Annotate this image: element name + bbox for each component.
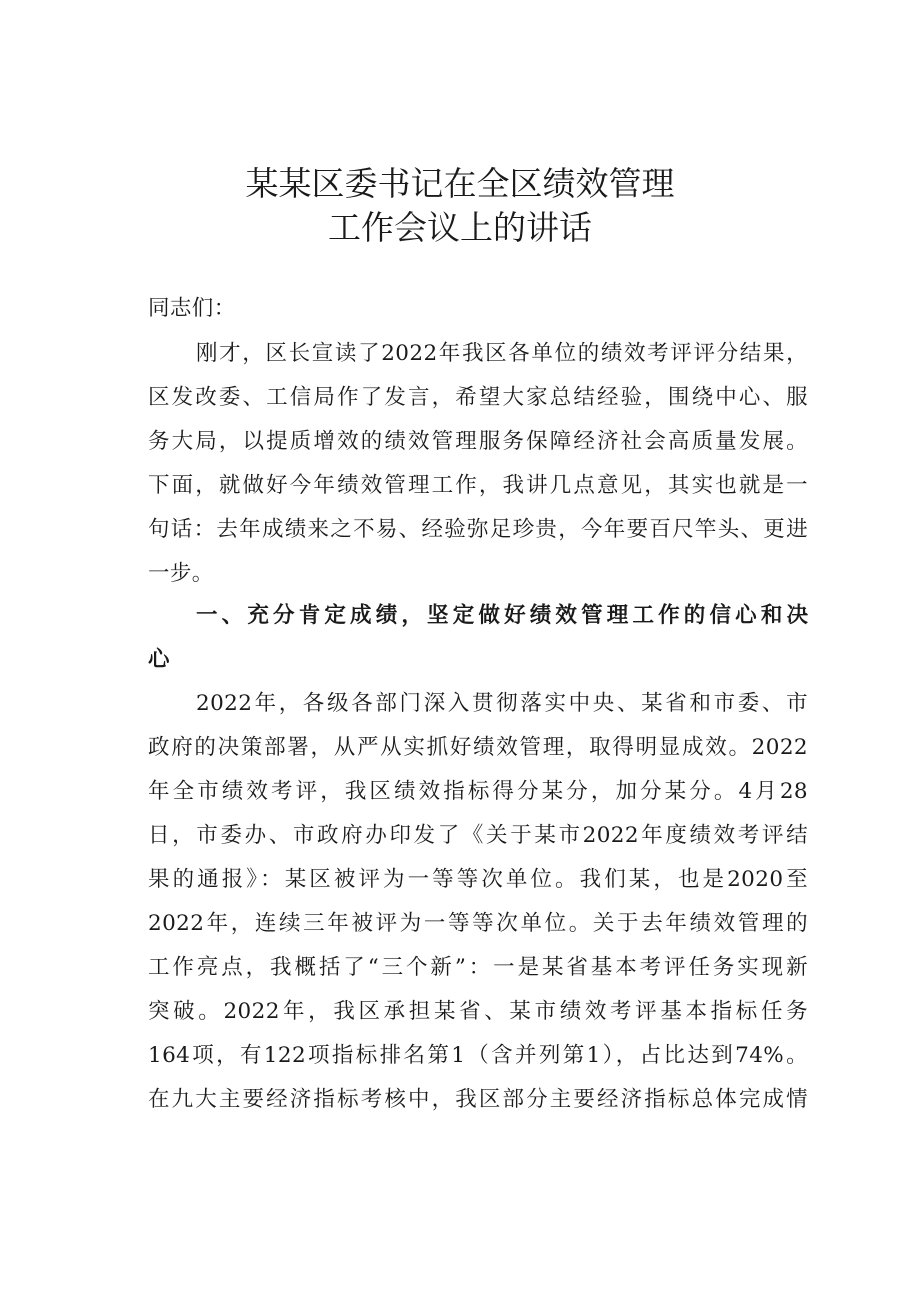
body-line: 工作亮点，我概括了“三个新”：一是某省基本考评任务实现新 (148, 955, 808, 980)
section-heading-line-2: 心 (148, 647, 170, 672)
body-line: 年全市绩效考评，我区绩效指标得分某分，加分某分。4月28 (148, 779, 808, 804)
intro-line: 句话：去年成绩来之不易、经验弥足珍贵，今年要百尺竿头、更进 (148, 517, 808, 542)
body-line: 果的通报》：某区被评为一等等次单位。我们某，也是2020至 (148, 867, 808, 892)
body-line: 164项，有122项指标排名第1（含并列第1），占比达到74%。 (148, 1043, 808, 1068)
document-title-line-2: 工作会议上的讲话 (328, 208, 592, 247)
body-line: 在九大主要经济指标考核中，我区部分主要经济指标总体完成情 (148, 1087, 808, 1112)
document-title-line-1: 某某区委书记在全区绩效管理 (245, 164, 675, 203)
body-line: 2022年，各级各部门深入贯彻落实中央、某省和市委、市 (196, 691, 808, 716)
intro-line: 一步。 (148, 561, 214, 586)
body-line: 2022年，连续三年被评为一等等次单位。关于去年绩效管理的 (148, 911, 808, 936)
salutation: 同志们： (148, 296, 236, 321)
section-heading-line-1: 一、充分肯定成绩，坚定做好绩效管理工作的信心和决 (196, 603, 808, 628)
intro-line: 刚才，区长宣读了2022年我区各单位的绩效考评评分结果， (196, 341, 808, 366)
body-line: 突破。2022年，我区承担某省、某市绩效考评基本指标任务 (148, 999, 808, 1024)
intro-line: 区发改委、工信局作了发言，希望大家总结经验，围绕中心、服 (148, 385, 808, 410)
body-line: 政府的决策部署，从严从实抓好绩效管理，取得明显成效。2022 (148, 735, 808, 760)
intro-line: 下面，就做好今年绩效管理工作，我讲几点意见，其实也就是一 (148, 473, 808, 498)
intro-line: 务大局，以提质增效的绩效管理服务保障经济社会高质量发展。 (148, 429, 808, 454)
body-line: 日，市委办、市政府办印发了《关于某市2022年度绩效考评结 (148, 823, 808, 848)
